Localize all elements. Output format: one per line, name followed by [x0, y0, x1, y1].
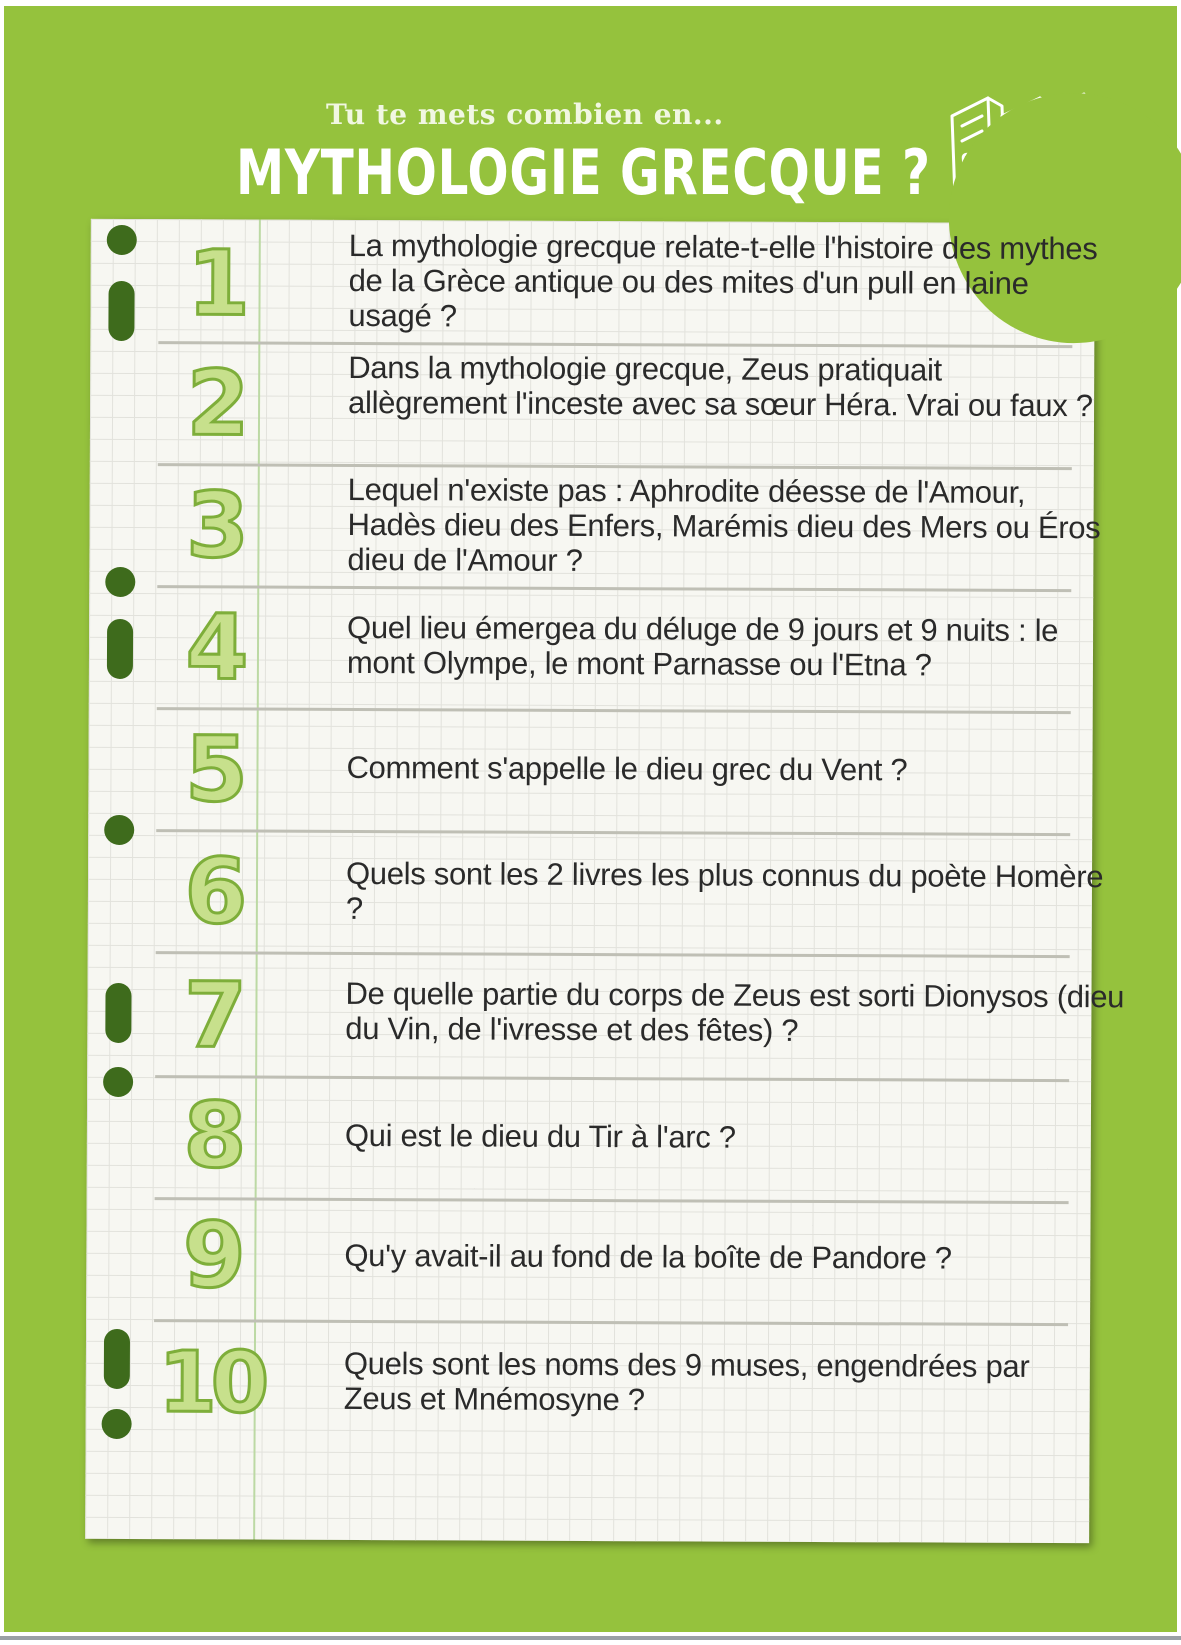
question-number: 1 — [187, 231, 251, 337]
question-text: Quels sont les 2 livres les plus connus du poète Homère ? — [345, 855, 1104, 927]
bottom-border — [0, 1636, 1181, 1640]
punch-hole — [105, 567, 135, 597]
question-number: 4 — [185, 595, 249, 701]
question-item-8 — [155, 1075, 1070, 1201]
question-text: Lequel n'existe pas : Aphrodite déesse de l'Amour, Hadès dieu des Enfers, Marémis dieu des Mers ou Éros dieu de l'Amour ? — [347, 471, 1101, 578]
question-item-6 — [156, 829, 1104, 955]
question-text: Quel lieu émergea du déluge de 9 jours et 9 nuits : le mont Olympe, le mont Parnasse ou l'Etna ? — [346, 609, 1059, 683]
question-number: 10 — [158, 1333, 264, 1432]
punch-slot — [107, 619, 133, 679]
notebook-sheet — [85, 219, 1125, 1543]
question-item-3 — [157, 463, 1101, 589]
punch-hole — [102, 1409, 132, 1439]
question-item-1 — [158, 219, 1098, 345]
punch-hole — [107, 225, 137, 255]
question-item-7 — [155, 951, 1125, 1079]
question-number: 6 — [184, 839, 248, 945]
question-item-2 — [158, 341, 1093, 467]
punch-slot — [105, 983, 131, 1043]
question-text: Comment s'appelle le dieu grec du Vent ? — [346, 749, 908, 788]
question-item-9 — [154, 1197, 1069, 1323]
question-number: 2 — [186, 351, 250, 457]
question-item-10 — [154, 1319, 1069, 1453]
punch-slot — [104, 1329, 130, 1389]
question-text: Dans la mythologie grecque, Zeus pratiquait allègrement l'inceste avec sa sœur Héra. Vrai ou faux ? — [348, 349, 1093, 424]
question-number: 9 — [182, 1203, 246, 1309]
question-text: Quels sont les noms des 9 muses, engendrées par Zeus et Mnémosyne ? — [343, 1345, 1030, 1418]
question-text: De quelle partie du corps de Zeus est sorti Dionysos (dieu du Vin, de l'ivresse et des fêtes) ? — [345, 975, 1125, 1048]
question-number: 7 — [183, 963, 247, 1069]
question-number: 8 — [183, 1083, 247, 1189]
page-title: MYTHOLOGIE GRECQUE ? — [236, 136, 931, 209]
punch-hole — [104, 815, 134, 845]
question-text: La mythologie grecque relate-t-elle l'histoire des mythes de la Grèce antique ou des mites d'un pull en laine usagé ? — [348, 227, 1098, 334]
question-number: 5 — [184, 717, 249, 823]
question-item-4 — [157, 585, 1072, 711]
question-item-5 — [156, 707, 1071, 833]
question-text: Qu'y avait-il au fond de la boîte de Pandore ? — [344, 1237, 952, 1276]
punch-hole — [103, 1067, 133, 1097]
question-number: 3 — [186, 473, 250, 579]
question-text: Qui est le dieu du Tir à l'arc ? — [344, 1117, 736, 1155]
subtitle: Tu te mets combien en... — [326, 98, 724, 131]
punch-slot — [108, 281, 134, 341]
